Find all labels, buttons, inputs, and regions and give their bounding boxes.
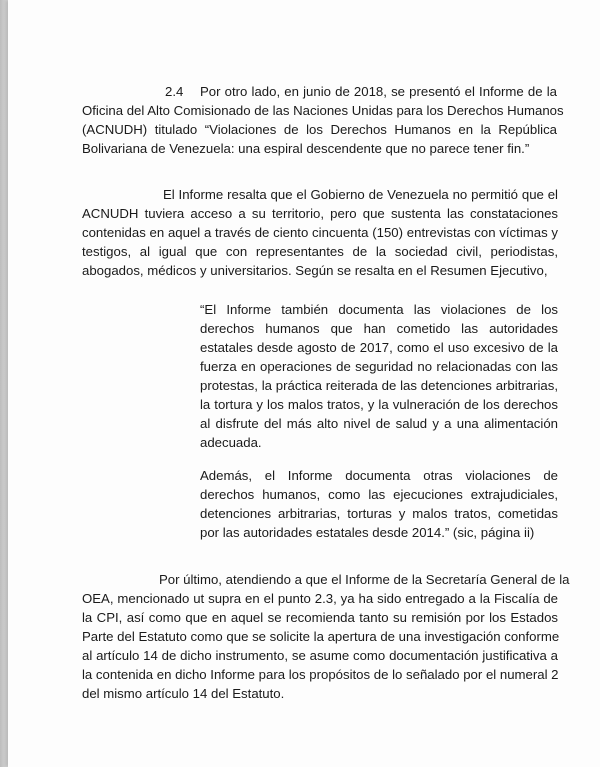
text-line: 2.4 Por otro lado, en junio de 2018, se presentó el Informe de la [82, 84, 557, 99]
paragraph-por-ultimo [82, 570, 570, 703]
text-line: protestas, la práctica reiterada de las detenciones arbitrarias, [200, 378, 558, 393]
text-line: “El Informe también documenta las violaciones de los [200, 302, 558, 317]
text-line: fuerza en operaciones de seguridad no relacionadas con las [200, 359, 558, 374]
text-line: la CPI, así como que en aquel se recomienda tanto su remisión por los Estados [82, 610, 558, 625]
text-line: Bolivariana de Venezuela: una espiral descendente que no parece tener fin.” [82, 141, 530, 156]
text-line: (ACNUDH) titulado “Violaciones de los Derechos Humanos en la República [82, 122, 557, 137]
text-line: derechos humanos que han cometido las autoridades [200, 321, 558, 336]
text-line: Además, el Informe documenta otras violaciones de [200, 468, 558, 483]
text-line: Oficina del Alto Comisionado de las Naciones Unidas para los Derechos Humanos [82, 103, 564, 118]
text-line: detenciones arbitrarias, torturas y malos tratos, cometidas [200, 506, 558, 521]
page-edge-shadow [0, 0, 8, 767]
text-line: la contenida en dicho Informe para los propósitos de lo señalado por el numeral 2 [82, 667, 559, 682]
text-line: El Informe resalta que el Gobierno de Venezuela no permitió que el [82, 187, 558, 202]
text-line: derechos humanos, como las ejecuciones extrajudiciales, [200, 487, 558, 502]
block-quote-1 [200, 300, 558, 452]
text-line: ACNUDH tuviera acceso a su territorio, pero que sustenta las constataciones [82, 206, 558, 221]
text-line: adecuada. [200, 435, 262, 450]
text-line: abogados, médicos y universitarios. Según se resalta en el Resumen Ejecutivo, [82, 263, 548, 278]
text-line: al disfrute del más alto nivel de salud y a una alimentación [200, 416, 558, 431]
text-line: Parte del Estatuto como que se solicite la apertura de una investigación conforme [82, 629, 560, 644]
text-line: testigos, al igual que con representantes de la sociedad civil, periodistas, [82, 244, 558, 259]
text-line: la tortura y los malos tratos, y la vulneración de los derechos [200, 397, 558, 412]
text-line: OEA, mencionado ut supra en el punto 2.3, ya ha sido entregado a la Fiscalía de [82, 591, 558, 606]
text-line: contenidas en aquel a través de ciento cincuenta (150) entrevistas con víctimas y [82, 225, 558, 240]
text-line: Por último, atendiendo a que el Informe de la Secretaría General de la [82, 572, 570, 587]
text-line: por las autoridades estatales desde 2014.” (sic, página ii) [200, 525, 535, 540]
block-quote-2 [200, 466, 558, 542]
text-line: al artículo 14 de dicho instrumento, se asume como documentación justificativa a [82, 648, 558, 663]
paragraph-2-4 [82, 82, 564, 158]
text-line: estatales desde agosto de 2017, como el uso excesivo de la [200, 340, 558, 355]
paragraph-informe-resalta [82, 185, 558, 280]
text-line: del mismo artículo 14 del Estatuto. [82, 686, 285, 701]
